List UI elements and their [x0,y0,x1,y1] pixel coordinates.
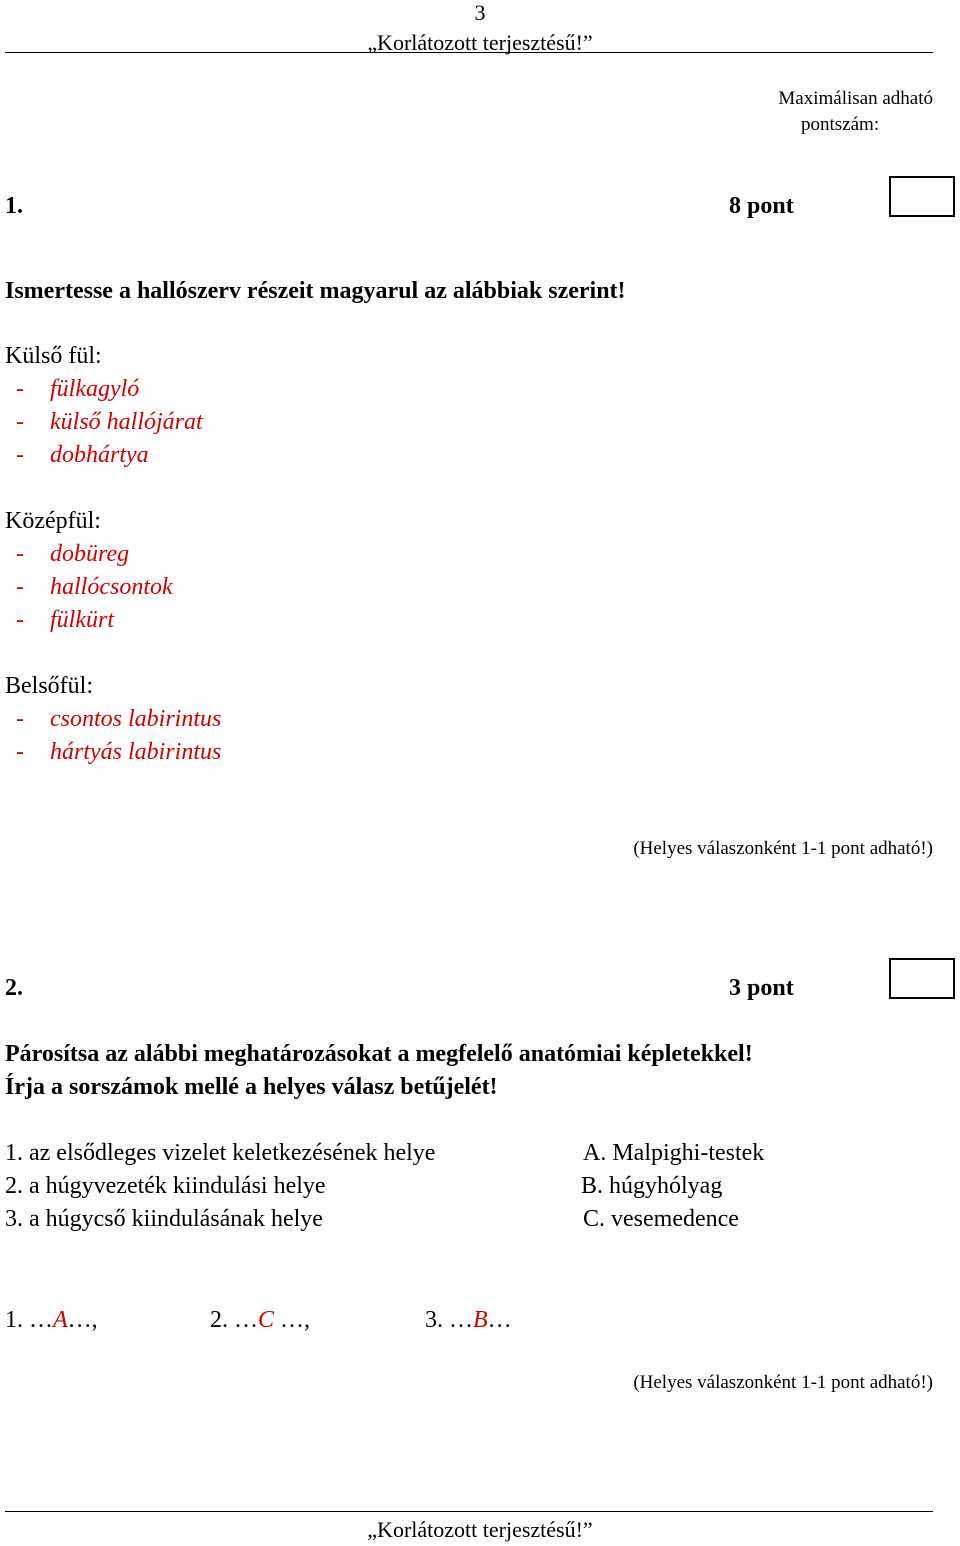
q2-answer-2 [210,1307,310,1334]
q2-definition: 1. az elsődleges vizelet keletkezésének helye [5,1140,436,1166]
q1-answer-item: hártyás labirintus [50,739,222,765]
q2-option: B. húgyhólyag [581,1173,723,1199]
q2-answer-1 [5,1307,98,1334]
q1-answer-item: dobhártya [50,442,149,468]
distribution-notice: „Korlátozott terjesztésű!” [367,30,593,55]
q1-group-title: Külső fül: [5,343,102,369]
q1-answer-bullet: - [16,442,24,468]
q1-answer-bullet: - [16,739,24,765]
answer-prefix: 3. … [425,1307,473,1333]
q1-answer-bullet: - [16,541,24,567]
q1-answer-item: dobüreg [50,541,130,567]
q1-group-title: Középfül: [5,508,101,534]
q1-answer-item: fülkürt [50,607,114,633]
answer-suffix: … [487,1307,512,1333]
q1-answer-bullet: - [16,376,24,402]
score-column-label-2: pontszám: [801,114,880,135]
q2-number: 2. [5,975,23,1001]
answer-letter: C [258,1307,275,1333]
answer-suffix: …, [67,1307,98,1333]
q2-prompt-line1: Párosítsa az alábbi meghatározásokat a megfelelő anatómiai képletekkel! [5,1041,753,1067]
q2-prompt-line2: Írja a sorszámok mellé a helyes válasz betűjelét! [5,1074,498,1100]
score-column-label-1: Maximálisan adható [778,88,933,109]
answer-suffix: …, [274,1307,311,1333]
q1-points: 8 pont [729,193,794,219]
q1-group-title: Belsőfül: [5,673,93,699]
header-rule [5,52,933,53]
q2-definition: 2. a húgyvezeték kiindulási helye [5,1173,326,1199]
q1-prompt: Ismertesse a hallószerv részeit magyarul az alábbiak szerint! [5,278,626,304]
q2-answer-3 [425,1307,512,1334]
footer-distribution-notice: „Korlátozott terjesztésű!” [367,1517,593,1542]
q1-answer-item: külső hallójárat [50,409,203,435]
q1-answer-bullet: - [16,409,24,435]
q1-answer-item: hallócsontok [50,574,173,600]
q1-answer-bullet: - [16,706,24,732]
q1-answer-item: csontos labirintus [50,706,222,732]
q2-option: A. Malpighi-testek [583,1140,765,1166]
q2-definition: 3. a húgycső kiindulásának helye [5,1206,323,1232]
q1-scoring-note: (Helyes válaszonként 1-1 pont adható!) [633,838,933,859]
page-number: 3 [474,0,486,25]
answer-prefix: 1. … [5,1307,53,1333]
footer-rule [5,1511,933,1512]
q1-answer-bullet: - [16,607,24,633]
q1-answer-bullet: - [16,574,24,600]
q1-number: 1. [5,193,23,219]
q2-option: C. vesemedence [583,1206,739,1232]
answer-letter: B [473,1307,488,1333]
q1-score-box[interactable] [889,176,955,217]
q1-answer-item: fülkagyló [50,376,140,402]
q2-points: 3 pont [729,975,794,1001]
answer-letter: A [53,1307,68,1333]
q2-scoring-note: (Helyes válaszonként 1-1 pont adható!) [633,1372,933,1393]
q2-score-box[interactable] [889,958,955,999]
answer-prefix: 2. … [210,1307,258,1333]
